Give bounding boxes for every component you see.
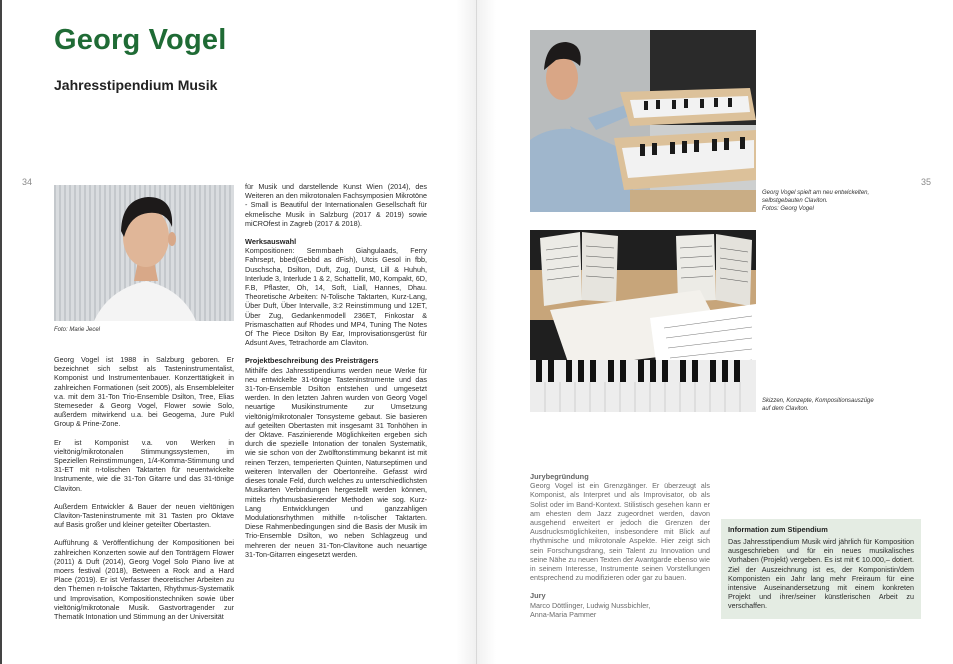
claviton-player-photo — [530, 30, 756, 212]
bio-paragraph: Aufführung & Veröffentlichung der Kompositionen bei zahlreichen Konzerten sowie auf den Tonträgern Flower (2011) & Duft (2014), Georg Vogel Solo Piano live at moers festival (2018), Between a Rock and a Hard Place (2019). Er ist Verfasser theoretischer Arbeiten zu den Themen n-tolische Taktarten, Rhythmus-Systematik und Improvisation, Kompositionstechniken sowie über vieltönig/mikrotonale Musik. Gastvortragender zur Thematik Intonation und Stimmung an der Universität — [54, 538, 234, 622]
caption-line: Georg Vogel spielt am neu entwickelten, — [762, 190, 870, 196]
page-edge — [0, 0, 2, 664]
works-section — [245, 237, 427, 347]
bio-paragraph: Außerdem Entwickler & Bauer der neuen vieltönigen Claviton-Tasteninstrumente mit 31 Tasten pro Oktave auf Basis großer und kleiner geteilter Obertasten. — [54, 501, 234, 530]
page-subtitle: Jahresstipendium Musik — [54, 77, 218, 93]
spine-divider — [476, 0, 477, 664]
portrait-caption: Foto: Marie Jecel — [54, 327, 101, 333]
project-heading: Projektbeschreibung des Preisträgers — [245, 356, 379, 366]
info-box-heading: Information zum Stipendium — [728, 525, 828, 534]
caption-line: Fotos: Georg Vogel — [762, 206, 814, 212]
middle-column — [245, 182, 427, 568]
caption-line: auf dem Claviton. — [762, 406, 809, 412]
top-photo-caption — [762, 189, 892, 213]
bio-column — [54, 355, 234, 630]
sheet-music-photo — [530, 230, 756, 412]
jury-column — [530, 472, 710, 619]
caption-line: Skizzen, Konzepte, Kompositionsauszüge — [762, 398, 874, 404]
page-number-left: 34 — [22, 177, 33, 187]
jury-members-line: Marco Döttlinger, Ludwig Nussbichler, — [530, 600, 651, 610]
portrait-photo — [54, 185, 234, 321]
works-heading: Werksauswahl — [245, 237, 297, 247]
project-section — [245, 356, 427, 558]
jury-statement — [530, 472, 710, 582]
jury-text: Georg Vogel ist ein Grenzgänger. Er überzeugt als Komponist, als Interpret und als Improvisator, ob als Solist oder im Band-Kontext. Stilistisch gesehen kann er am ehesten dem Jazz zugeordnet werden, davon ausgehend erweitert er jedoch die Grenzen der Ausdrucksmöglichkeiten, insbesondere mit Blick auf rhythmische und mikrotonale Aspekte. Hier zeigt sich sein Forschungsdrang, sein Talent zu Innovation und seine Nähe zu neuen Texten der Avantgarde ebenso wie in seinem Interesse, Instrumente seinen Vorstellungen entsprechend zu modifizieren oder gar zu bauen. — [530, 481, 710, 583]
jury-members — [530, 591, 710, 619]
jury-heading: Jurybegründung — [530, 472, 589, 481]
info-box-text: Das Jahresstipendium Musik wird jährlich für Komposition ausgeschrieben und für ein neues musikalisches Vorhaben (Projekt) vergeben. Es ist mit € 10.000,– dotiert. Ziel der Auszeichnung ist es, der Komponistin/dem Komponisten ein Jahr lang mehr Freiraum für eine intensive Auseinandersetzung mit einem konkreten Projekt und ihrer/seiner künstlerischen Arbeit zu verschaffen. — [728, 537, 914, 611]
bottom-photo-caption — [762, 397, 892, 413]
jury-members-heading: Jury — [530, 591, 546, 601]
jury-members-line: Anna-Maria Pammer — [530, 609, 597, 619]
caption-line: selbstgebauten Claviton. — [762, 198, 828, 204]
scholarship-info-box — [721, 519, 921, 619]
works-text: Kompositionen: Semmbaeh Giahgulaads, Ferry Fahrsept, bbed(Gebbd as dFish), Utcis Gesol in fbb, Duschscha, Dsilton, Duft, Zug, Dunst, Lill & Huhuh, Interlude 3, Interlude 1 & 2, Schattellit, M0, Kompakt, 6D, F.B, Pflaster, Oh, 14, Soft, Liall, Hannes, Dhau. Theoretische Arbeiten: N-Tolische Taktarten, Kurz-Lang, Über Duft, Über Intervalle, 3:2 Reinstimmung und 12ET, Über Zug, Gedankenmodell 236ET, Finkostar & Prismaschatten auf Rhodes und MP4, Tuning The Notes Of The Piece Dsilton By Ear, Improvisationsgerüst für Adsunt Aves, Tetrachorde am Claviton. — [245, 246, 427, 348]
project-text: Mithilfe des Jahresstipendiums werden neue Werke für neu entwickelte 31-tönige Tasteninstrumente und das 31-Ton-Ensemble Dsilton entstehen und umgesetzt werden. In den letzten Jahren wurden von Georg Vogel neuartige Musikinstrumente zur Umsetzung vieltönig/mikrotonaler Tonsysteme gebaut. Sie basieren auf geteilten Obertasten mit insgesamt 31 Tonhöhen in der Oktave. Faszinierende Möglichkeiten ergeben sich durch die spezielle Intonation der tonalen Systematik, wie sie schon von der Zwölftonstimmung bekannt ist mit reinen Terzen, temperierten Quinten, Naturseptimen und weiteren Intervallen der Obertonreihe. Gefasst wird dieses tonale Feld, durch welches zu unterschiedlichsten Musikarten Verbindungen hergestellt werden können, mittels rhythmusbasierender Methoden wie sog. Kurz-Lang Entwicklungen und ganzzahligen Modulationsrhythmen mithilfe n-tolischer Taktarten. Diese Rahmenbedingungen sind die Basis der Musik im Trio-Ensemble Dsilton, wo neben Schlagzeug und mehreren der neuen 31-Ton-Clavitone auch neuartige 31-Ton-Gitarren eingesetzt werden. — [245, 365, 427, 559]
bio-paragraph: Georg Vogel ist 1988 in Salzburg geboren. Er bezeichnet sich selbst als Tasteninstrumentalist, Komponist und Instrumentenbauer. Konzerttätigkeit in zahlreichen Formationen (seit 2005), als Ensembleleiter v.a. mit dem 31-Ton Trio-Ensemble Dsilton, Tree, Elias Stemeseder & Georg Vogel, Flower sowie Solo, außerdem mitwirkend u.a. bei Geogema, Jure Pukl Group & Prine-Zone. — [54, 355, 234, 429]
bio-continuation: für Musik und darstellende Kunst Wien (2014), des Weiteren an den mikrotonalen Fachsymposien Mikrotöne - Small is Beautiful der Internationalen Gesellschaft für ekmelische Musik in Salzburg (2017 & 2019) sowie miCROfest in Zagreb (2017 & 2018). — [245, 182, 427, 228]
page-number-right: 35 — [921, 177, 932, 187]
bio-paragraph: Er ist Komponist v.a. von Werken in vieltönig/mikrotonalen Stimmungssystemen, im Speziellen Reinstimmungen, 1/4-Komma-Stimmung und 31-ET mit n-tolischen Taktarten für neuentwickelte Instrumente, wie die 31-Ton Gitarre und das 31-tönige Claviton. — [54, 437, 234, 493]
page-title: Georg Vogel — [54, 24, 227, 56]
